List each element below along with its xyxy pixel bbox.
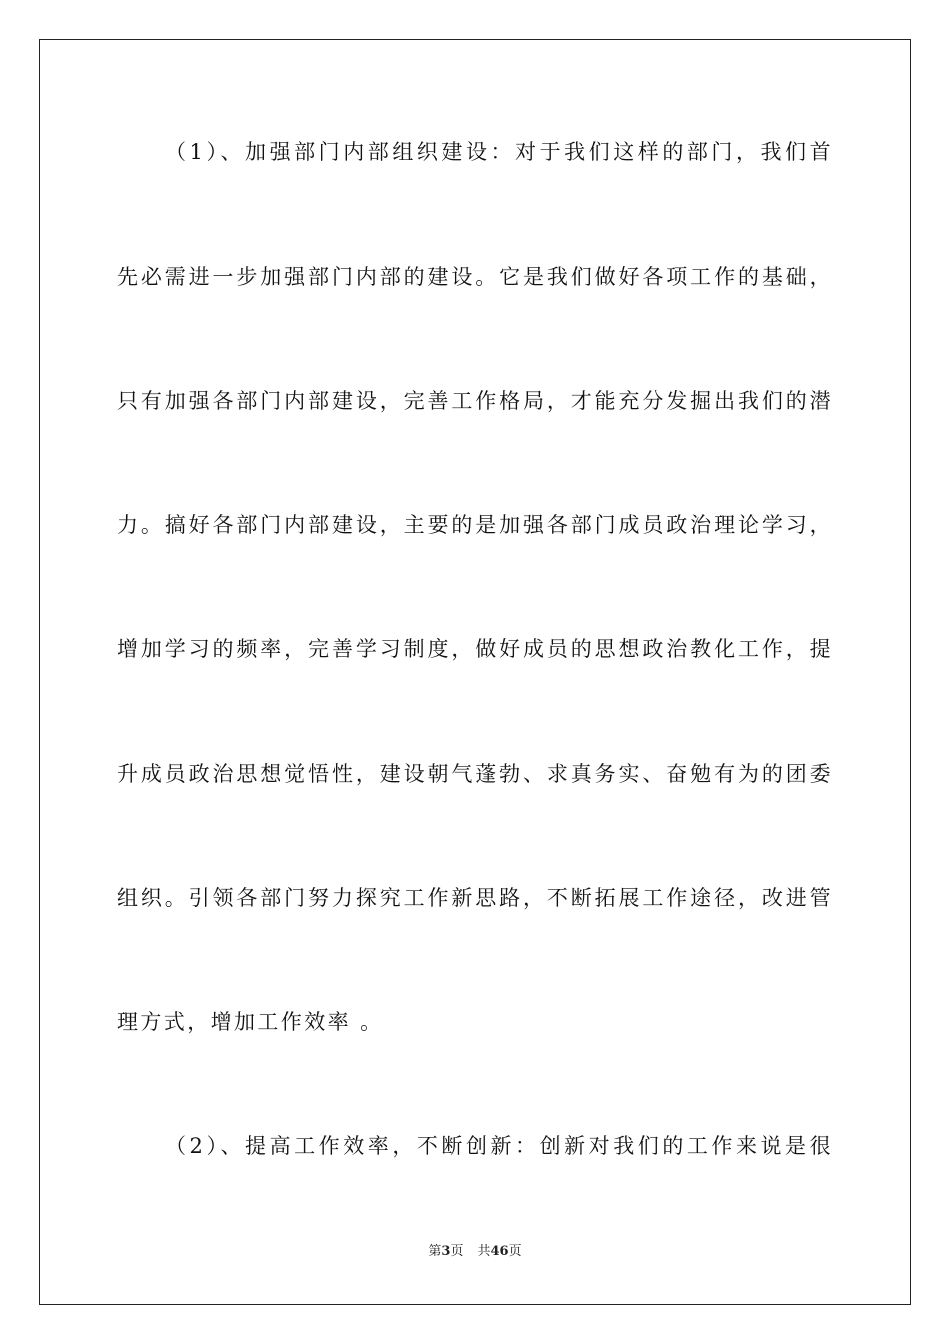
page-prefix: 第 bbox=[428, 1244, 442, 1259]
paragraph-1-line-7: 组织。引领各部门努力探究工作新思路，不断拓展工作途径，改进管 bbox=[117, 886, 833, 910]
page-suffix: 页 bbox=[450, 1244, 464, 1259]
paragraph-1-line-5: 增加学习的频率，完善学习制度，做好成员的思想政治教化工作，提 bbox=[117, 637, 833, 661]
total-suffix: 页 bbox=[508, 1244, 522, 1259]
total-prefix: 共 bbox=[477, 1244, 491, 1259]
paragraph-1-line-3: 只有加强各部门内部建设，完善工作格局，才能充分发掘出我们的潜 bbox=[117, 389, 833, 413]
paragraph-1-line-6: 升成员政治思想觉悟性，建设朝气蓬勃、求真务实、奋勉有为的团委 bbox=[117, 762, 833, 786]
page-border bbox=[39, 39, 911, 1305]
paragraph-1-line-8: 理方式，增加工作效率 。 bbox=[117, 1010, 384, 1034]
paragraph-1-line-1: （1）、加强部门内部组织建设：对于我们这样的部门，我们首 bbox=[165, 140, 833, 164]
paragraph-2-line-1: （2）、提高工作效率，不断创新：创新对我们的工作来说是很 bbox=[165, 1134, 833, 1158]
page-number: 3 bbox=[441, 1244, 451, 1259]
paragraph-1-line-4: 力。搞好各部门内部建设，主要的是加强各部门成员政治理论学习， bbox=[117, 513, 833, 537]
page-footer bbox=[0, 1242, 950, 1262]
total-pages: 46 bbox=[490, 1244, 509, 1259]
paragraph-1-line-2: 先必需进一步加强部门内部的建设。它是我们做好各项工作的基础， bbox=[117, 265, 833, 289]
